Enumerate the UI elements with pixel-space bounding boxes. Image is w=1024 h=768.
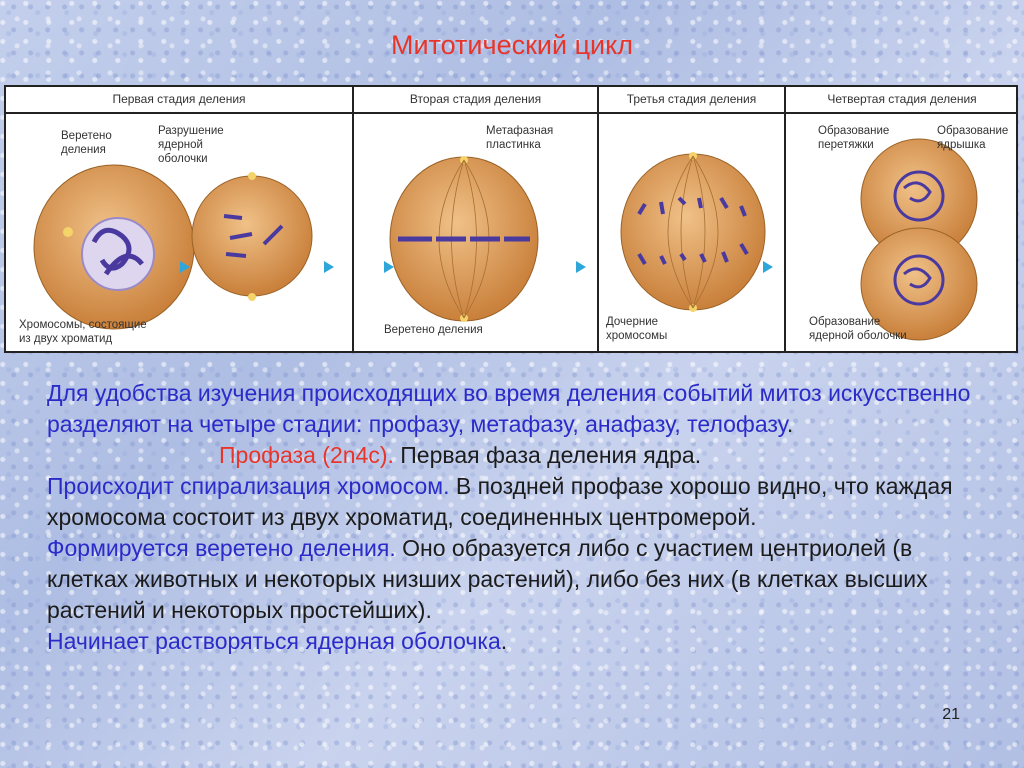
label-nucleolus: Образование ядрышка [937,125,1009,151]
label-nuclear-breakdown: Разрушение ядерной оболочки [158,125,224,165]
mitosis-figure [4,85,1018,353]
intro-text: Для удобства изучения происходящих во время деления событий митоз искусственно разделяют на четыре стадии: профазу, метафазу, анафазу, телофазу [47,380,971,437]
label-chromosomes-two-chromatids: Хромосомы, состоящие из двух хроматид [19,319,147,345]
stage-heading: Четвертая стадия деления [786,87,1018,114]
label-spindle: Веретено деления [61,130,112,156]
prophase-term: Профаза (2n4c). [219,442,394,468]
envelope-period: . [500,628,508,654]
envelope-lead: Начинает растворяться ядерная оболочка [47,628,501,654]
paragraph-spiralization [47,471,987,533]
prophase-desc: Первая фаза деления ядра. [393,442,702,468]
intro-period: . [786,411,794,437]
stage-panel-4 [786,87,1018,351]
label-metaphase-plate: Метафазная пластинка [486,125,554,151]
stage-heading: Третья стадия деления [599,87,784,114]
label-spindle: Веретено деления [384,324,483,336]
slide-title: Митотический цикл [391,30,633,60]
spiralization-desc: В поздней профазе хорошо видно, что каждая хромосома состоит из двух хроматид, соединенных центромерой. [47,473,953,530]
page-number: 21 [942,706,960,723]
spindle-desc: Оно образуется либо с участием центриолей (в клетках животных и некоторых низших растений), либо без них (в клетках высших растений и некоторых простейших). [47,535,928,623]
paragraph-intro [47,378,987,440]
spiralization-lead: Происходит спирализация хромосом. [47,473,450,499]
label-constriction: Образование перетяжки [818,125,890,151]
paragraph-envelope [47,626,987,657]
label-daughter-chromosomes: Дочерние хромосомы [606,316,668,342]
stage-panel-1 [6,87,354,351]
spindle-lead: Формируется веретено деления. [47,535,396,561]
stage-heading: Вторая стадия деления [354,87,597,114]
metaphase-illustration [354,114,597,353]
paragraph-prophase [47,440,987,471]
paragraph-spindle [47,533,987,626]
stage-heading: Первая стадия деления [6,87,352,114]
stage-panel-2 [354,87,599,351]
label-nuclear-envelope: Образование ядерной оболочки [809,316,907,342]
stage-panel-3 [599,87,786,351]
slide-body [47,378,987,657]
